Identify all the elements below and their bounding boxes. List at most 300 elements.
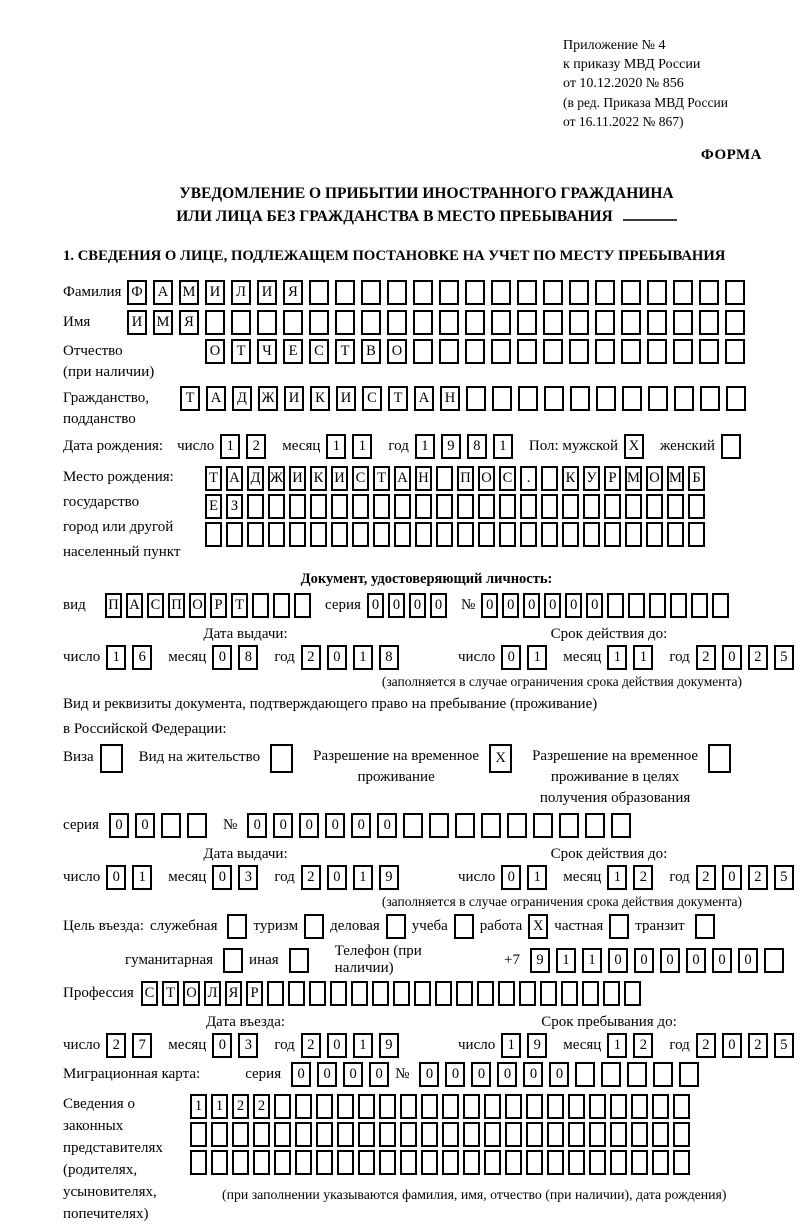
filled-cell[interactable]: Я <box>179 310 199 335</box>
empty-cell[interactable] <box>601 1062 621 1087</box>
filled-cell[interactable]: 0 <box>388 593 405 618</box>
empty-cell[interactable] <box>519 981 536 1006</box>
empty-cell[interactable] <box>505 1094 522 1119</box>
empty-cell[interactable] <box>726 386 746 411</box>
empty-cell[interactable] <box>484 1122 501 1147</box>
empty-cell[interactable] <box>673 1094 690 1119</box>
empty-cell[interactable] <box>316 1122 333 1147</box>
filled-cell[interactable]: М <box>179 280 199 305</box>
empty-cell[interactable] <box>596 386 616 411</box>
filled-cell[interactable]: К <box>310 466 327 491</box>
empty-cell[interactable] <box>316 1094 333 1119</box>
empty-cell[interactable] <box>267 981 284 1006</box>
empty-cell[interactable] <box>627 1062 647 1087</box>
filled-cell[interactable]: 2 <box>301 1033 321 1058</box>
empty-cell[interactable] <box>569 310 589 335</box>
empty-cell[interactable] <box>351 981 368 1006</box>
filled-cell[interactable]: 1 <box>132 865 152 890</box>
filled-cell[interactable]: 3 <box>238 1033 258 1058</box>
empty-cell[interactable] <box>439 339 459 364</box>
empty-cell[interactable] <box>270 744 293 773</box>
empty-cell[interactable] <box>331 522 348 547</box>
empty-cell[interactable] <box>547 1094 564 1119</box>
filled-cell[interactable]: X <box>489 744 512 773</box>
filled-cell[interactable]: 5 <box>774 1033 794 1058</box>
empty-cell[interactable] <box>652 1094 669 1119</box>
filled-cell[interactable]: 0 <box>317 1062 337 1087</box>
filled-cell[interactable]: С <box>499 466 516 491</box>
empty-cell[interactable] <box>520 522 537 547</box>
filled-cell[interactable]: Ж <box>268 466 285 491</box>
filled-cell[interactable]: . <box>520 466 537 491</box>
filled-cell[interactable]: 2 <box>748 1033 768 1058</box>
filled-cell[interactable]: 0 <box>608 948 628 973</box>
empty-cell[interactable] <box>526 1122 543 1147</box>
filled-cell[interactable]: 3 <box>238 865 258 890</box>
empty-cell[interactable] <box>520 494 537 519</box>
empty-cell[interactable] <box>252 593 269 618</box>
empty-cell[interactable] <box>421 1094 438 1119</box>
filled-cell[interactable]: 0 <box>544 593 561 618</box>
filled-cell[interactable]: Д <box>247 466 264 491</box>
filled-cell[interactable]: М <box>153 310 173 335</box>
empty-cell[interactable] <box>667 522 684 547</box>
empty-cell[interactable] <box>611 813 631 838</box>
filled-cell[interactable]: 9 <box>379 865 399 890</box>
empty-cell[interactable] <box>691 593 708 618</box>
filled-cell[interactable]: 0 <box>445 1062 465 1087</box>
filled-cell[interactable]: 0 <box>686 948 706 973</box>
empty-cell[interactable] <box>604 522 621 547</box>
filled-cell[interactable]: Л <box>231 280 251 305</box>
empty-cell[interactable] <box>413 280 433 305</box>
empty-cell[interactable] <box>429 813 449 838</box>
empty-cell[interactable] <box>309 981 326 1006</box>
filled-cell[interactable]: 1 <box>352 434 372 459</box>
filled-cell[interactable]: И <box>257 280 277 305</box>
empty-cell[interactable] <box>610 1122 627 1147</box>
filled-cell[interactable]: Л <box>204 981 221 1006</box>
empty-cell[interactable] <box>721 434 741 459</box>
empty-cell[interactable] <box>543 280 563 305</box>
empty-cell[interactable] <box>205 522 222 547</box>
filled-cell[interactable]: Н <box>415 466 432 491</box>
empty-cell[interactable] <box>289 522 306 547</box>
empty-cell[interactable] <box>335 310 355 335</box>
empty-cell[interactable] <box>421 1122 438 1147</box>
filled-cell[interactable]: X <box>624 434 644 459</box>
filled-cell[interactable]: О <box>189 593 206 618</box>
empty-cell[interactable] <box>439 280 459 305</box>
filled-cell[interactable]: 2 <box>748 865 768 890</box>
empty-cell[interactable] <box>575 1062 595 1087</box>
empty-cell[interactable] <box>463 1094 480 1119</box>
filled-cell[interactable]: 7 <box>132 1033 152 1058</box>
empty-cell[interactable] <box>457 494 474 519</box>
filled-cell[interactable]: Т <box>231 593 248 618</box>
empty-cell[interactable] <box>544 386 564 411</box>
filled-cell[interactable]: 0 <box>212 1033 232 1058</box>
empty-cell[interactable] <box>330 981 347 1006</box>
filled-cell[interactable]: 0 <box>419 1062 439 1087</box>
empty-cell[interactable] <box>310 522 327 547</box>
empty-cell[interactable] <box>387 310 407 335</box>
empty-cell[interactable] <box>695 914 715 939</box>
filled-cell[interactable]: 0 <box>377 813 397 838</box>
empty-cell[interactable] <box>607 593 624 618</box>
empty-cell[interactable] <box>352 494 369 519</box>
filled-cell[interactable]: 0 <box>471 1062 491 1087</box>
empty-cell[interactable] <box>337 1122 354 1147</box>
empty-cell[interactable] <box>358 1122 375 1147</box>
empty-cell[interactable] <box>403 813 423 838</box>
empty-cell[interactable] <box>505 1122 522 1147</box>
empty-cell[interactable] <box>379 1122 396 1147</box>
filled-cell[interactable]: 0 <box>343 1062 363 1087</box>
empty-cell[interactable] <box>621 339 641 364</box>
empty-cell[interactable] <box>373 522 390 547</box>
empty-cell[interactable] <box>190 1122 207 1147</box>
empty-cell[interactable] <box>361 280 381 305</box>
filled-cell[interactable]: 0 <box>351 813 371 838</box>
empty-cell[interactable] <box>415 522 432 547</box>
filled-cell[interactable]: 0 <box>273 813 293 838</box>
filled-cell[interactable]: 0 <box>738 948 758 973</box>
empty-cell[interactable] <box>517 310 537 335</box>
filled-cell[interactable]: Е <box>205 494 222 519</box>
filled-cell[interactable]: 0 <box>565 593 582 618</box>
empty-cell[interactable] <box>372 981 389 1006</box>
filled-cell[interactable]: 0 <box>106 865 126 890</box>
filled-cell[interactable]: Ж <box>258 386 278 411</box>
empty-cell[interactable] <box>673 339 693 364</box>
empty-cell[interactable] <box>533 813 553 838</box>
filled-cell[interactable]: Б <box>688 466 705 491</box>
empty-cell[interactable] <box>226 522 243 547</box>
filled-cell[interactable]: Р <box>210 593 227 618</box>
empty-cell[interactable] <box>589 1094 606 1119</box>
filled-cell[interactable]: И <box>336 386 356 411</box>
empty-cell[interactable] <box>561 981 578 1006</box>
filled-cell[interactable]: 1 <box>556 948 576 973</box>
empty-cell[interactable] <box>625 522 642 547</box>
empty-cell[interactable] <box>648 386 668 411</box>
filled-cell[interactable]: С <box>309 339 329 364</box>
filled-cell[interactable]: 1 <box>220 434 240 459</box>
filled-cell[interactable]: Р <box>604 466 621 491</box>
filled-cell[interactable]: 0 <box>247 813 267 838</box>
empty-cell[interactable] <box>604 494 621 519</box>
filled-cell[interactable]: Е <box>283 339 303 364</box>
empty-cell[interactable] <box>517 280 537 305</box>
empty-cell[interactable] <box>273 593 290 618</box>
empty-cell[interactable] <box>205 310 225 335</box>
empty-cell[interactable] <box>673 310 693 335</box>
empty-cell[interactable] <box>543 310 563 335</box>
filled-cell[interactable]: К <box>310 386 330 411</box>
empty-cell[interactable] <box>309 280 329 305</box>
empty-cell[interactable] <box>310 494 327 519</box>
filled-cell[interactable]: В <box>361 339 381 364</box>
empty-cell[interactable] <box>667 494 684 519</box>
filled-cell[interactable]: П <box>457 466 474 491</box>
filled-cell[interactable]: 2 <box>696 645 716 670</box>
filled-cell[interactable]: 0 <box>212 865 232 890</box>
filled-cell[interactable]: А <box>394 466 411 491</box>
filled-cell[interactable]: 5 <box>774 865 794 890</box>
empty-cell[interactable] <box>628 593 645 618</box>
empty-cell[interactable] <box>465 280 485 305</box>
empty-cell[interactable] <box>187 813 207 838</box>
empty-cell[interactable] <box>621 310 641 335</box>
empty-cell[interactable] <box>465 310 485 335</box>
empty-cell[interactable] <box>498 981 515 1006</box>
filled-cell[interactable]: Д <box>232 386 252 411</box>
empty-cell[interactable] <box>211 1122 228 1147</box>
empty-cell[interactable] <box>518 386 538 411</box>
filled-cell[interactable]: 5 <box>774 645 794 670</box>
empty-cell[interactable] <box>674 386 694 411</box>
empty-cell[interactable] <box>289 494 306 519</box>
empty-cell[interactable] <box>646 522 663 547</box>
filled-cell[interactable]: 0 <box>481 593 498 618</box>
filled-cell[interactable]: 0 <box>502 593 519 618</box>
filled-cell[interactable]: 0 <box>299 813 319 838</box>
empty-cell[interactable] <box>289 948 309 973</box>
filled-cell[interactable]: Я <box>283 280 303 305</box>
filled-cell[interactable]: П <box>168 593 185 618</box>
empty-cell[interactable] <box>725 310 745 335</box>
empty-cell[interactable] <box>569 280 589 305</box>
filled-cell[interactable]: У <box>583 466 600 491</box>
filled-cell[interactable]: 1 <box>190 1094 207 1119</box>
empty-cell[interactable] <box>436 494 453 519</box>
empty-cell[interactable] <box>568 1122 585 1147</box>
empty-cell[interactable] <box>361 310 381 335</box>
filled-cell[interactable]: З <box>226 494 243 519</box>
filled-cell[interactable]: С <box>147 593 164 618</box>
empty-cell[interactable] <box>454 914 474 939</box>
filled-cell[interactable]: Т <box>373 466 390 491</box>
empty-cell[interactable] <box>223 948 243 973</box>
filled-cell[interactable]: 0 <box>712 948 732 973</box>
filled-cell[interactable]: О <box>183 981 200 1006</box>
empty-cell[interactable] <box>517 339 537 364</box>
filled-cell[interactable]: 1 <box>607 1033 627 1058</box>
filled-cell[interactable]: 8 <box>238 645 258 670</box>
filled-cell[interactable]: 2 <box>106 1033 126 1058</box>
empty-cell[interactable] <box>541 522 558 547</box>
empty-cell[interactable] <box>358 1094 375 1119</box>
filled-cell[interactable]: О <box>387 339 407 364</box>
empty-cell[interactable] <box>257 310 277 335</box>
filled-cell[interactable]: 1 <box>353 645 373 670</box>
filled-cell[interactable]: 9 <box>379 1033 399 1058</box>
empty-cell[interactable] <box>589 1122 606 1147</box>
filled-cell[interactable]: 0 <box>660 948 680 973</box>
empty-cell[interactable] <box>436 466 453 491</box>
empty-cell[interactable] <box>625 494 642 519</box>
empty-cell[interactable] <box>712 593 729 618</box>
empty-cell[interactable] <box>688 494 705 519</box>
empty-cell[interactable] <box>570 386 590 411</box>
filled-cell[interactable]: 8 <box>379 645 399 670</box>
empty-cell[interactable] <box>624 981 641 1006</box>
empty-cell[interactable] <box>568 1094 585 1119</box>
filled-cell[interactable]: 0 <box>722 865 742 890</box>
filled-cell[interactable]: 1 <box>501 1033 521 1058</box>
filled-cell[interactable]: 1 <box>582 948 602 973</box>
filled-cell[interactable]: 0 <box>430 593 447 618</box>
empty-cell[interactable] <box>455 813 475 838</box>
filled-cell[interactable]: 0 <box>325 813 345 838</box>
filled-cell[interactable]: 2 <box>696 865 716 890</box>
empty-cell[interactable] <box>569 339 589 364</box>
empty-cell[interactable] <box>394 522 411 547</box>
empty-cell[interactable] <box>543 339 563 364</box>
filled-cell[interactable]: 1 <box>493 434 513 459</box>
empty-cell[interactable] <box>386 914 406 939</box>
filled-cell[interactable]: 1 <box>415 434 435 459</box>
filled-cell[interactable]: Т <box>231 339 251 364</box>
filled-cell[interactable]: И <box>127 310 147 335</box>
empty-cell[interactable] <box>499 522 516 547</box>
empty-cell[interactable] <box>673 280 693 305</box>
empty-cell[interactable] <box>394 494 411 519</box>
filled-cell[interactable]: 2 <box>301 865 321 890</box>
filled-cell[interactable]: С <box>141 981 158 1006</box>
filled-cell[interactable]: Я <box>225 981 242 1006</box>
filled-cell[interactable]: 0 <box>523 593 540 618</box>
empty-cell[interactable] <box>457 522 474 547</box>
empty-cell[interactable] <box>442 1094 459 1119</box>
empty-cell[interactable] <box>725 339 745 364</box>
empty-cell[interactable] <box>699 339 719 364</box>
filled-cell[interactable]: И <box>331 466 348 491</box>
filled-cell[interactable]: 0 <box>722 1033 742 1058</box>
filled-cell[interactable]: 2 <box>232 1094 249 1119</box>
filled-cell[interactable]: 1 <box>326 434 346 459</box>
filled-cell[interactable]: О <box>646 466 663 491</box>
empty-cell[interactable] <box>647 280 667 305</box>
empty-cell[interactable] <box>253 1122 270 1147</box>
empty-cell[interactable] <box>622 386 642 411</box>
empty-cell[interactable] <box>439 310 459 335</box>
empty-cell[interactable] <box>400 1094 417 1119</box>
empty-cell[interactable] <box>227 914 247 939</box>
filled-cell[interactable]: 1 <box>607 865 627 890</box>
filled-cell[interactable]: 0 <box>369 1062 389 1087</box>
empty-cell[interactable] <box>231 310 251 335</box>
filled-cell[interactable]: С <box>352 466 369 491</box>
filled-cell[interactable]: Н <box>440 386 460 411</box>
filled-cell[interactable]: О <box>205 339 225 364</box>
empty-cell[interactable] <box>725 280 745 305</box>
filled-cell[interactable]: 1 <box>353 865 373 890</box>
empty-cell[interactable] <box>631 1094 648 1119</box>
empty-cell[interactable] <box>393 981 410 1006</box>
empty-cell[interactable] <box>583 522 600 547</box>
filled-cell[interactable]: А <box>414 386 434 411</box>
filled-cell[interactable]: 0 <box>634 948 654 973</box>
empty-cell[interactable] <box>435 981 452 1006</box>
filled-cell[interactable]: А <box>126 593 143 618</box>
filled-cell[interactable]: 6 <box>132 645 152 670</box>
filled-cell[interactable]: Ч <box>257 339 277 364</box>
filled-cell[interactable]: 0 <box>291 1062 311 1087</box>
filled-cell[interactable]: Т <box>162 981 179 1006</box>
filled-cell[interactable]: 0 <box>497 1062 517 1087</box>
empty-cell[interactable] <box>507 813 527 838</box>
empty-cell[interactable] <box>559 813 579 838</box>
filled-cell[interactable]: 0 <box>501 645 521 670</box>
empty-cell[interactable] <box>673 1122 690 1147</box>
filled-cell[interactable]: 9 <box>441 434 461 459</box>
empty-cell[interactable] <box>688 522 705 547</box>
empty-cell[interactable] <box>379 1094 396 1119</box>
empty-cell[interactable] <box>595 339 615 364</box>
empty-cell[interactable] <box>373 494 390 519</box>
empty-cell[interactable] <box>621 280 641 305</box>
filled-cell[interactable]: 0 <box>327 865 347 890</box>
empty-cell[interactable] <box>491 310 511 335</box>
filled-cell[interactable]: Ф <box>127 280 147 305</box>
filled-cell[interactable]: 1 <box>607 645 627 670</box>
empty-cell[interactable] <box>649 593 666 618</box>
filled-cell[interactable]: 1 <box>633 645 653 670</box>
filled-cell[interactable]: Т <box>335 339 355 364</box>
filled-cell[interactable]: А <box>226 466 243 491</box>
filled-cell[interactable]: 9 <box>530 948 550 973</box>
filled-cell[interactable]: 1 <box>211 1094 228 1119</box>
empty-cell[interactable] <box>603 981 620 1006</box>
empty-cell[interactable] <box>283 310 303 335</box>
empty-cell[interactable] <box>679 1062 699 1087</box>
empty-cell[interactable] <box>466 386 486 411</box>
empty-cell[interactable] <box>247 522 264 547</box>
empty-cell[interactable] <box>610 1094 627 1119</box>
filled-cell[interactable]: 0 <box>409 593 426 618</box>
empty-cell[interactable] <box>274 1122 291 1147</box>
filled-cell[interactable]: М <box>667 466 684 491</box>
filled-cell[interactable]: 0 <box>367 593 384 618</box>
filled-cell[interactable]: 8 <box>467 434 487 459</box>
filled-cell[interactable]: Т <box>388 386 408 411</box>
filled-cell[interactable]: Т <box>180 386 200 411</box>
empty-cell[interactable] <box>331 494 348 519</box>
empty-cell[interactable] <box>583 494 600 519</box>
filled-cell[interactable]: X <box>528 914 548 939</box>
empty-cell[interactable] <box>309 310 329 335</box>
empty-cell[interactable] <box>268 494 285 519</box>
empty-cell[interactable] <box>465 339 485 364</box>
empty-cell[interactable] <box>481 813 501 838</box>
empty-cell[interactable] <box>491 280 511 305</box>
empty-cell[interactable] <box>647 310 667 335</box>
empty-cell[interactable] <box>400 1122 417 1147</box>
empty-cell[interactable] <box>413 339 433 364</box>
filled-cell[interactable]: 2 <box>633 1033 653 1058</box>
empty-cell[interactable] <box>541 466 558 491</box>
filled-cell[interactable]: 2 <box>253 1094 270 1119</box>
filled-cell[interactable]: О <box>478 466 495 491</box>
empty-cell[interactable] <box>161 813 181 838</box>
filled-cell[interactable]: 2 <box>633 865 653 890</box>
empty-cell[interactable] <box>699 280 719 305</box>
empty-cell[interactable] <box>463 1122 480 1147</box>
empty-cell[interactable] <box>436 522 453 547</box>
filled-cell[interactable]: А <box>153 280 173 305</box>
